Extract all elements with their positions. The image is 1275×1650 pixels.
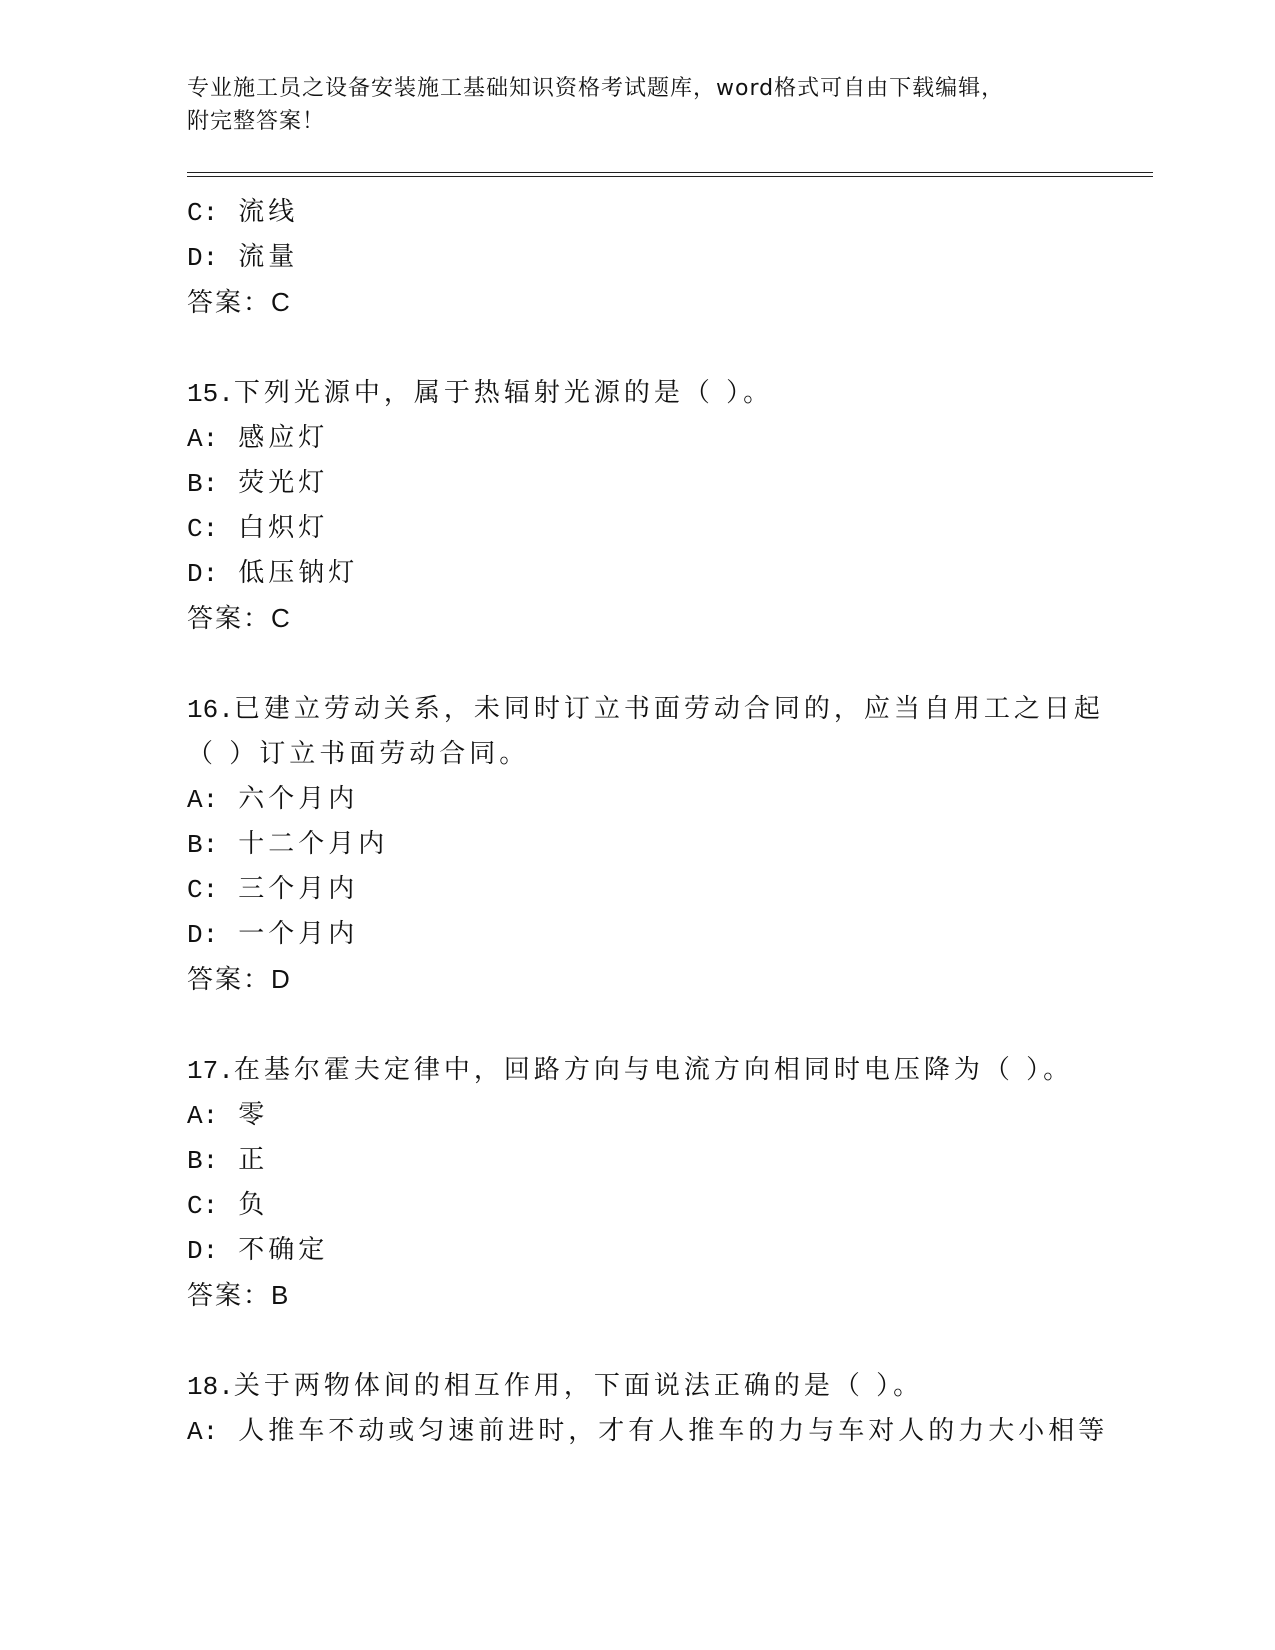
- question-stem: [187, 1364, 1087, 1409]
- option-label: B:: [187, 1146, 219, 1176]
- option-text: 一个月内: [238, 919, 359, 949]
- option-c: [187, 506, 1087, 551]
- option-text: 低压钠灯: [238, 558, 359, 588]
- header-line-1: 专业施工员之设备安装施工基础知识资格考试题库，word格式可自由下载编辑，: [187, 76, 1005, 101]
- option-c: [187, 867, 1087, 912]
- answer-label: 答案：: [187, 604, 272, 634]
- option-label: C:: [187, 1191, 219, 1221]
- option-text: 零: [238, 1100, 269, 1130]
- option-a: [187, 1409, 1109, 1454]
- answer-line: [187, 957, 1087, 1002]
- option-b: [187, 461, 1087, 506]
- option-label: D:: [187, 243, 219, 273]
- option-label: D:: [187, 1236, 219, 1266]
- option-a: [187, 777, 1087, 822]
- question-16: [187, 687, 1104, 1002]
- option-text: 三个月内: [238, 874, 359, 904]
- option-text: 六个月内: [238, 784, 359, 814]
- answer-label: 答案：: [187, 965, 272, 995]
- option-label: B:: [187, 830, 219, 860]
- document-header: [187, 72, 1087, 138]
- question-18: [187, 1364, 1109, 1454]
- option-b: [187, 822, 1087, 867]
- answer-line: [187, 596, 1087, 641]
- option-b: [187, 1138, 1087, 1183]
- question-text: 在基尔霍夫定律中，回路方向与电流方向相同时电压降为（ ）。: [233, 1055, 1074, 1085]
- question-list: [187, 190, 1109, 1454]
- option-label: D:: [187, 559, 219, 589]
- option-a: [187, 1093, 1087, 1138]
- answer-value: D: [271, 964, 290, 994]
- answer-line: [187, 1273, 1087, 1318]
- option-label: A:: [187, 1417, 219, 1447]
- option-d: [187, 912, 1087, 957]
- option-label: D:: [187, 920, 219, 950]
- question-15: [187, 371, 1087, 641]
- question-text: （ ）订立书面劳动合同。: [187, 739, 530, 769]
- header-rule-top: [187, 172, 1153, 173]
- question-stem-continued: [187, 732, 1087, 777]
- option-label: C:: [187, 514, 219, 544]
- option-a: [187, 416, 1087, 461]
- question-partial: [187, 190, 1087, 325]
- question-text: 关于两物体间的相互作用，下面说法正确的是（ ）。: [233, 1371, 924, 1401]
- option-text: 人推车不动或匀速前进时，才有人推车的力与车对人的力大小相等: [238, 1416, 1109, 1446]
- option-text: 白炽灯: [238, 513, 329, 543]
- answer-value: B: [271, 1280, 289, 1310]
- option-label: A:: [187, 424, 219, 454]
- question-stem: [187, 687, 1104, 732]
- question-number: 18.: [187, 1372, 234, 1402]
- option-text: 不确定: [238, 1235, 329, 1265]
- option-d: [187, 551, 1087, 596]
- answer-label: 答案：: [187, 1281, 272, 1311]
- option-text: 十二个月内: [238, 829, 389, 859]
- option-label: B:: [187, 469, 219, 499]
- option-c: [187, 1183, 1087, 1228]
- header-line-2: 附完整答案！: [187, 109, 326, 134]
- question-number: 16.: [187, 695, 234, 725]
- answer-value: C: [271, 603, 290, 633]
- answer-value: C: [271, 287, 290, 317]
- option-text: 荧光灯: [238, 468, 329, 498]
- option-text: 感应灯: [238, 423, 329, 453]
- option-text: 流量: [238, 242, 299, 272]
- option-text: 正: [238, 1145, 269, 1175]
- question-text: 下列光源中，属于热辐射光源的是（ ）。: [233, 378, 774, 408]
- question-number: 17.: [187, 1056, 234, 1086]
- answer-line: [187, 280, 1087, 325]
- option-c: [187, 190, 1087, 235]
- answer-label: 答案：: [187, 288, 272, 318]
- option-label: A:: [187, 1101, 219, 1131]
- option-d: [187, 235, 1087, 280]
- question-stem: [187, 371, 1087, 416]
- question-text: 已建立劳动关系，未同时订立书面劳动合同的，应当自用工之日起: [233, 694, 1104, 724]
- option-text: 负: [238, 1190, 269, 1220]
- option-d: [187, 1228, 1087, 1273]
- header-rule-bottom: [187, 176, 1153, 177]
- question-stem: [187, 1048, 1087, 1093]
- option-label: C:: [187, 198, 219, 228]
- question-17: [187, 1048, 1087, 1318]
- option-label: A:: [187, 785, 219, 815]
- question-number: 15.: [187, 379, 234, 409]
- option-label: C:: [187, 875, 219, 905]
- option-text: 流线: [238, 197, 299, 227]
